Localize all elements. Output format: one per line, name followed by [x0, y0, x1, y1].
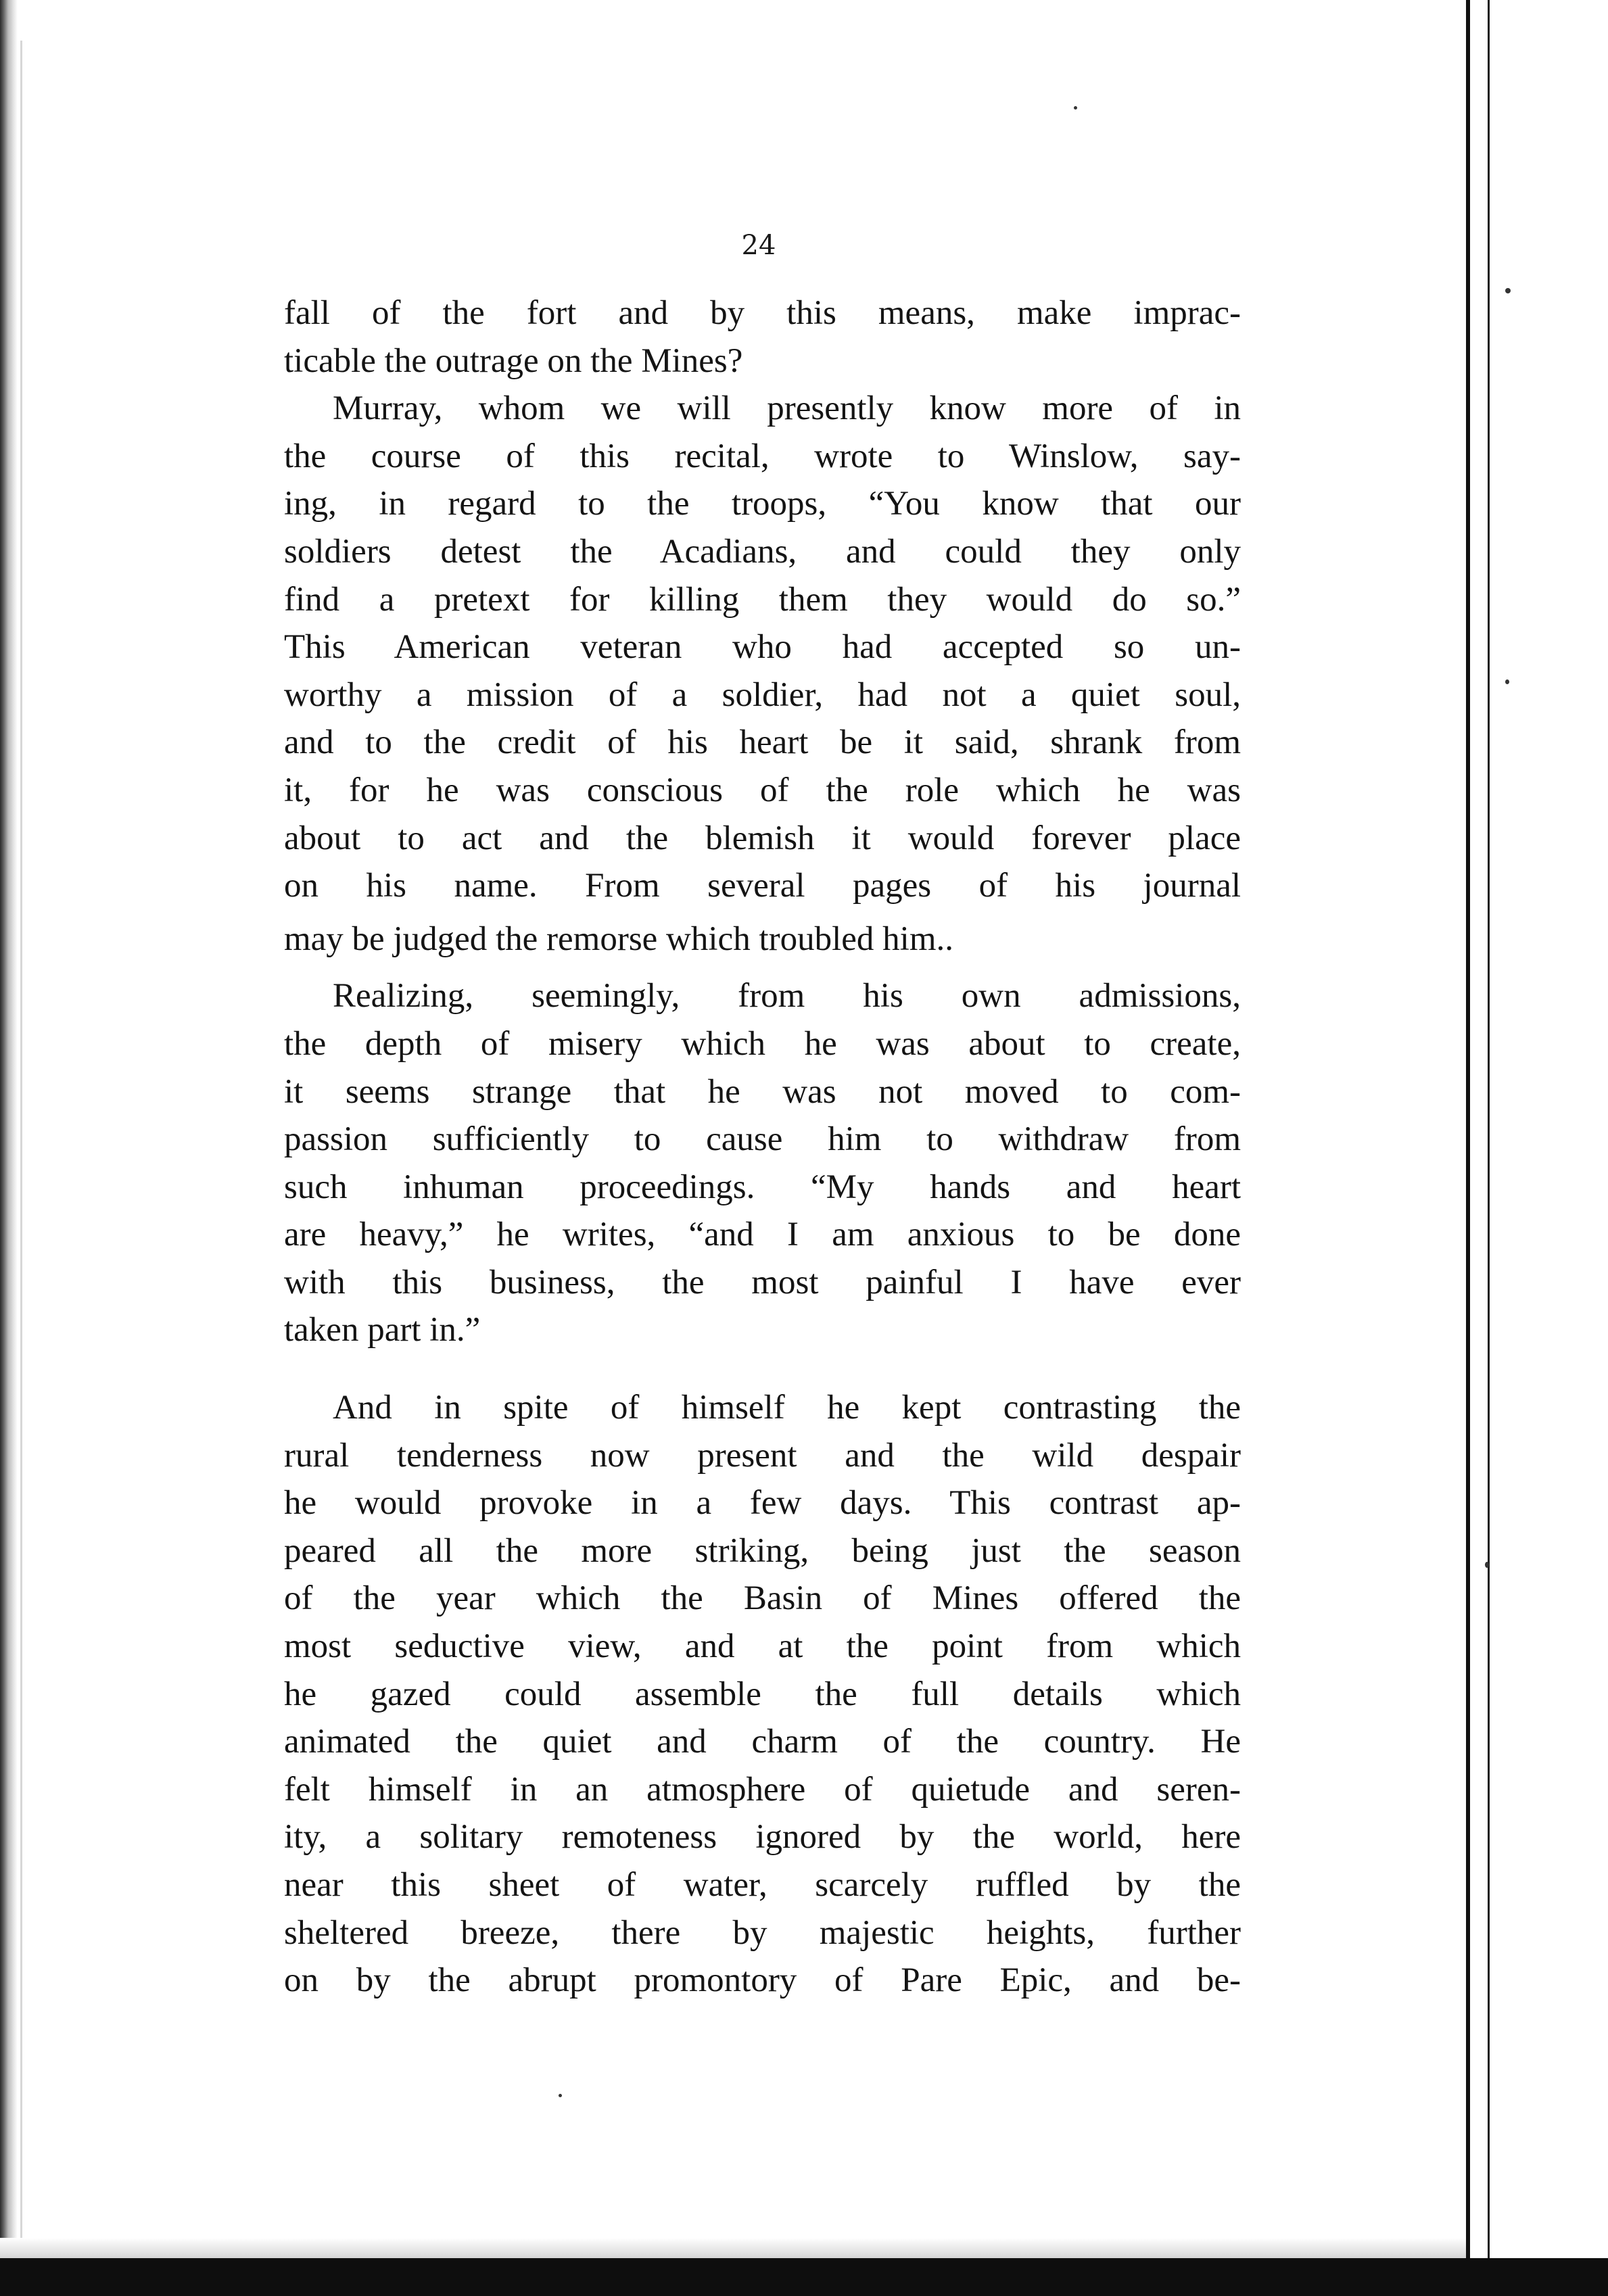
text-line: And in spite of himself he kept contrasting the: [333, 1389, 1241, 1427]
text-line: find a pretext for killing them they would do so.”: [284, 580, 1241, 619]
text-line: it seems strange that he was not moved to com-: [284, 1072, 1241, 1111]
text-line: are heavy,” he writes, “and I am anxious to be done: [284, 1216, 1241, 1254]
page-edge-rule: [1466, 0, 1470, 2296]
text-line: he gazed could assemble the full details which: [284, 1675, 1241, 1713]
page-number: 24: [741, 230, 776, 261]
text-line: ity, a solitary remoteness ignored by the world, here: [284, 1818, 1241, 1857]
body-text: [284, 289, 1241, 2005]
text-line: Realizing, seemingly, from his own admissions,: [333, 977, 1241, 1015]
text-line: may be judged the remorse which troubled him..: [284, 919, 953, 958]
text-line: Murray, whom we will presently know more of in: [333, 389, 1241, 428]
text-line: rural tenderness now present and the wild despair: [284, 1436, 1241, 1475]
text-line: and to the credit of his heart be it said, shrank from: [284, 723, 1241, 762]
text-line: This American veteran who had accepted so un-: [284, 628, 1241, 667]
text-line: on by the abrupt promontory of Pare Epic, and be-: [284, 1961, 1241, 2000]
text-line: the course of this recital, wrote to Winslow, say-: [284, 437, 1241, 475]
scan-speck: [1074, 106, 1077, 110]
scan-speck: [1505, 679, 1509, 684]
text-line: ing, in regard to the troops, “You know that our: [284, 485, 1241, 523]
text-line: ticable the outrage on the Mines?: [284, 341, 743, 380]
text-line: peared all the more striking, being just the season: [284, 1531, 1241, 1570]
text-line: he would provoke in a few days. This contrast ap-: [284, 1484, 1241, 1523]
text-line: near this sheet of water, scarcely ruffled by the: [284, 1866, 1241, 1904]
paragraph: [284, 289, 1241, 385]
page-margin-right: [1473, 0, 1608, 2296]
text-line: worthy a mission of a soldier, had not a quiet soul,: [284, 675, 1241, 714]
scan-speck: [1505, 288, 1511, 293]
text-line: soldiers detest the Acadians, and could they only: [284, 532, 1241, 571]
text-line: animated the quiet and charm of the country. He: [284, 1723, 1241, 1761]
page-bottom-shadow: [0, 2238, 1466, 2258]
page-edge-rule-inner: [1488, 0, 1490, 2296]
text-line: such inhuman proceedings. “My hands and heart: [284, 1168, 1241, 1206]
text-line: the depth of misery which he was about to create,: [284, 1024, 1241, 1063]
binding-shadow-line: [20, 41, 22, 2251]
text-line: passion sufficiently to cause him to withdraw from: [284, 1120, 1241, 1159]
text-line: on his name. From several pages of his journal: [284, 867, 1241, 905]
text-line: sheltered breeze, there by majestic heights, further: [284, 1913, 1241, 1952]
scan-speck: [559, 2094, 562, 2097]
paragraph-gap: [284, 963, 1241, 972]
text-line: felt himself in an atmosphere of quietude and seren-: [284, 1770, 1241, 1809]
paragraph: [284, 972, 1241, 1354]
scan-speck: [1485, 1562, 1489, 1568]
text-line: taken part in.”: [284, 1311, 481, 1349]
text-line: of the year which the Basin of Mines offered the: [284, 1579, 1241, 1618]
text-line: about to act and the blemish it would forever place: [284, 819, 1241, 857]
paragraph-gap: [284, 1354, 1241, 1384]
text-line: fall of the fort and by this means, make imprac-: [284, 294, 1241, 332]
paragraph: [284, 385, 1241, 963]
text-line: with this business, the most painful I have ever: [284, 1263, 1241, 1301]
page-binding-edge: [0, 0, 18, 2296]
text-line: most seductive view, and at the point from which: [284, 1627, 1241, 1666]
paragraph: [284, 1384, 1241, 2005]
text-line: it, for he was conscious of the role which he was: [284, 771, 1241, 809]
scan-bottom-band: [0, 2258, 1608, 2296]
